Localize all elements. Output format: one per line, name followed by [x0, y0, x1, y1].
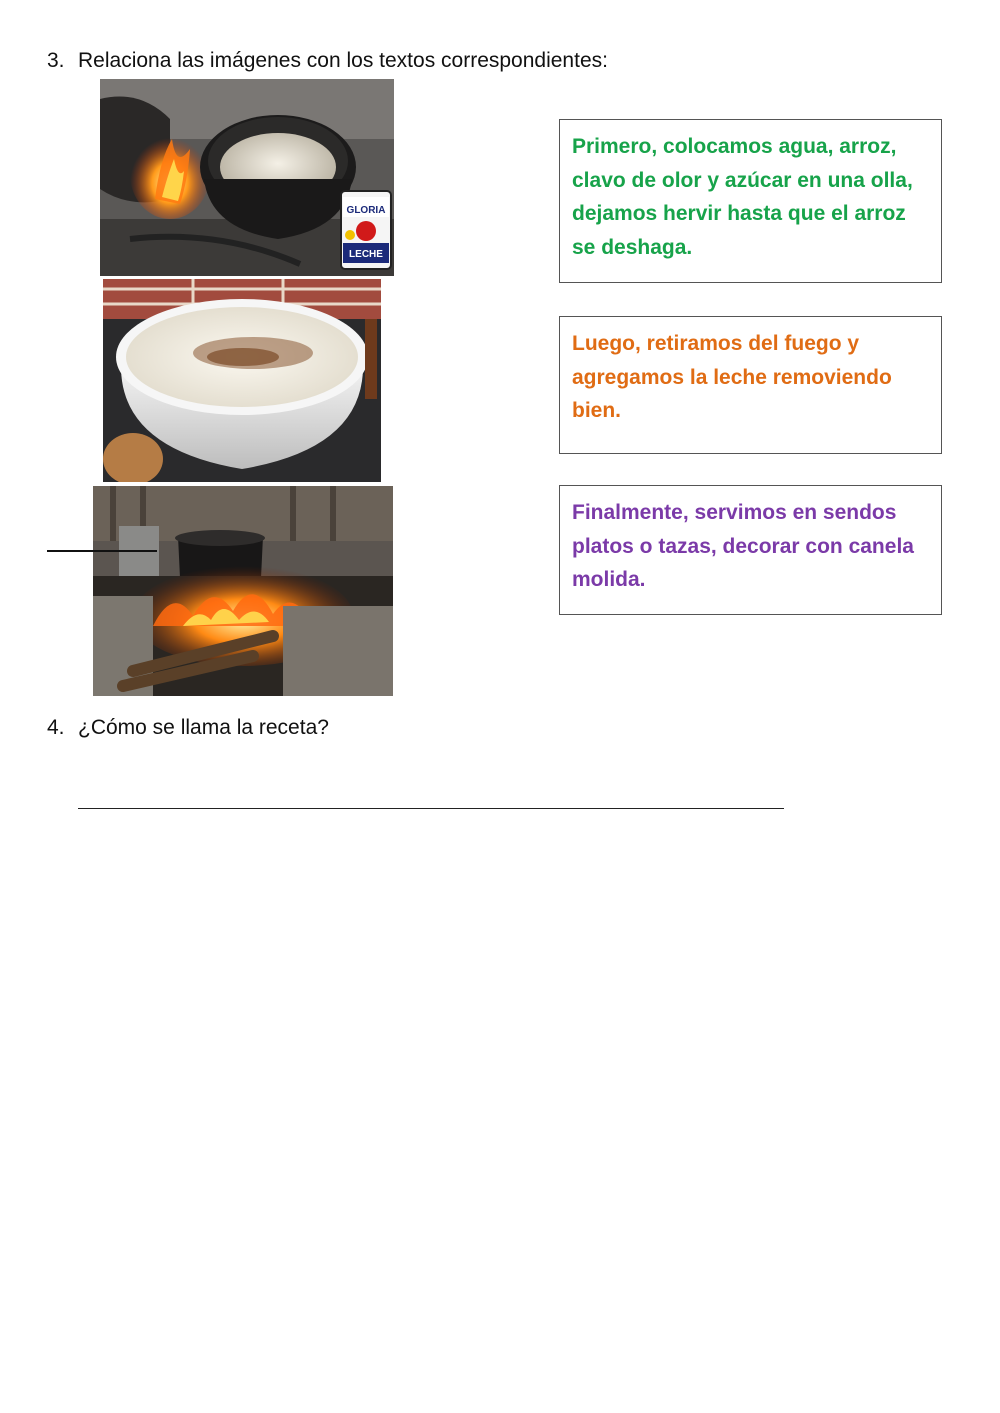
step-2-text: Luego, retiramos del fuego y agregamos la leche removiendo bien. [572, 332, 892, 422]
stove-fire-image [93, 486, 393, 696]
step-3-text: Finalmente, servimos en sendos platos o tazas, decorar con canela molida. [572, 501, 914, 591]
can-product-label: LECHE [349, 249, 383, 260]
step-3-text-box[interactable] [559, 485, 942, 615]
question-4-title [47, 716, 747, 742]
question-3-title [47, 49, 747, 75]
matching-connector-line [47, 550, 157, 552]
question-4-text: ¿Cómo se llama la receta? [78, 716, 329, 739]
step-1-text: Primero, colocamos agua, arroz, clavo de olor y azúcar en una olla, dejamos hervir hasta que el arroz se deshaga. [572, 135, 913, 259]
can-brand-label: GLORIA [346, 205, 386, 216]
question-3-number: 3. [47, 49, 65, 72]
step-2-text-box[interactable] [559, 316, 942, 454]
question-4-number: 4. [47, 716, 65, 739]
rice-pudding-bowl-image [103, 279, 381, 482]
question-3-text: Relaciona las imágenes con los textos correspondientes: [78, 49, 608, 72]
pot-on-fire-image [100, 79, 394, 276]
step-1-text-box[interactable] [559, 119, 942, 283]
answer-line[interactable] [78, 808, 784, 809]
